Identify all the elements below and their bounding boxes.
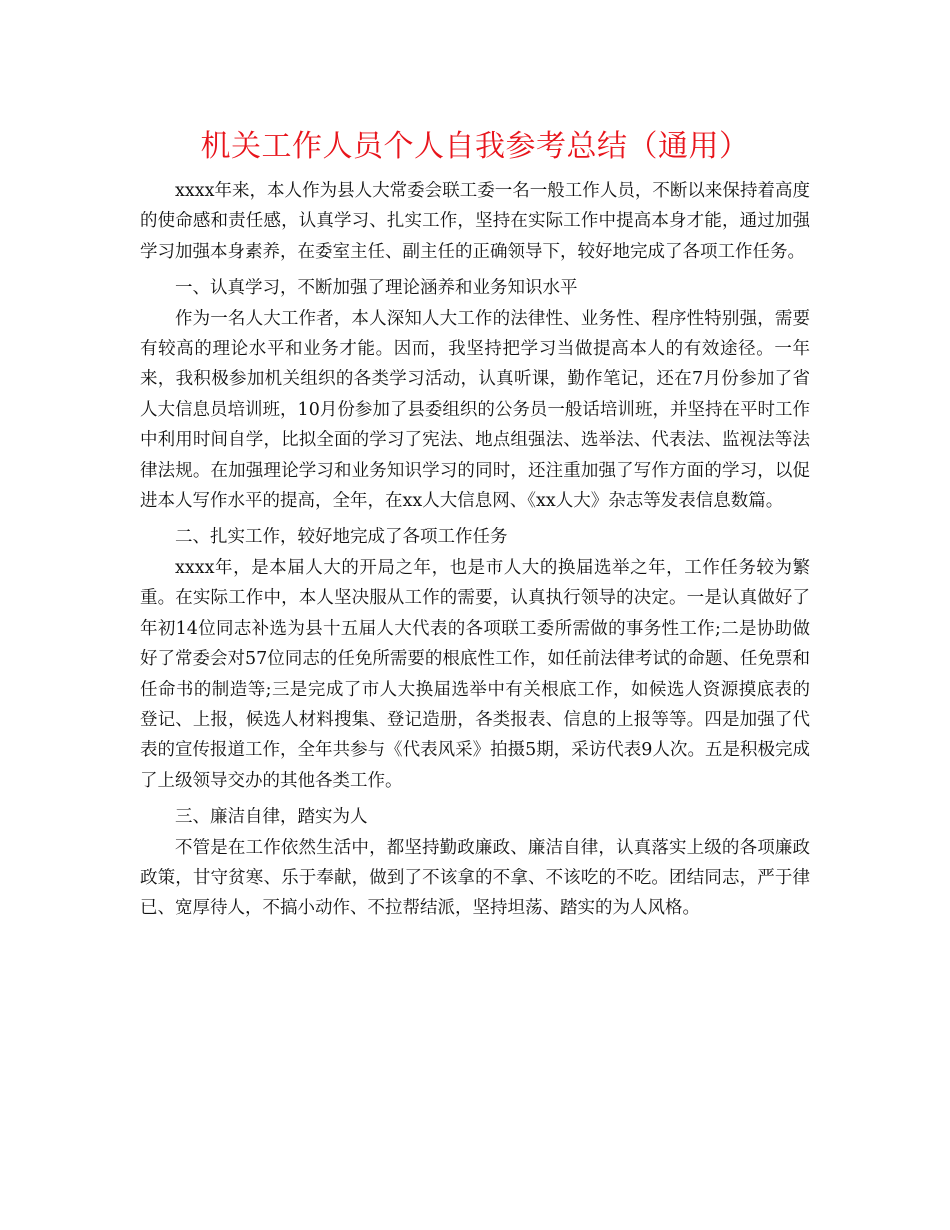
section-heading-3: 三、廉洁自律，踏实为人 (175, 807, 368, 828)
section-heading-1: 一、认真学习，不断加强了理论涵养和业务知识水平 (175, 278, 578, 299)
section-2-paragraph: xxxx年，是本届人大的开局之年，也是市人大的换届选举之年，工作任务较为繁重。在实际工作中，本人坚决服从工作的需要，认真执行领导的决定。一是认真做好了年初14位同志补选为县十五届人大代表的各项联工委所需做的事务性工作;二是协助做好了常委会对57位同志的任免所需要的根底性工作，如任前法律考试的命题、任免票和任命书的制造等;三是完成了市人大换届选举中有关根底工作，如候选人资源摸底表的登记、上报，候选人材料搜集、登记造册，各类报表、信息的上报等等。四是加强了代表的宣传报道工作，全年共参与《代表风采》拍摄5期，采访代表9人次。五是积极完成了上级领导交办的其他各类工作。 (140, 557, 810, 791)
section-1-paragraph: 作为一名人大工作者，本人深知人大工作的法律性、业务性、程序性特别强，需要有较高的理论水平和业务才能。因而，我坚持把学习当做提高本人的有效途径。一年来，我积极参加机关组织的各类学习活动，认真听课，勤作笔记，还在7月份参加了省人大信息员培训班，10月份参加了县委组织的公务员一般话培训班，并坚持在平时工作中利用时间自学，比拟全面的学习了宪法、地点组强法、选举法、代表法、监视法等法律法规。在加强理论学习和业务知识学习的同时，还注重加强了写作方面的学习，以促进本人写作水平的提高，全年，在xx人大信息网、《xx人大》杂志等发表信息数篇。 (140, 308, 810, 512)
section-heading-2: 二、扎实工作，较好地完成了各项工作任务 (175, 527, 508, 548)
document-title: 机关工作人员个人自我参考总结（通用） (200, 129, 750, 164)
section-3-paragraph: 不管是在工作依然生活中，都坚持勤政廉政、廉洁自律，认真落实上级的各项廉政政策，甘守贫寒、乐于奉献，做到了不该拿的不拿、不该吃的不吃。团结同志，严于律已、宽厚待人，不搞小动作、不拉帮结派，坚持坦荡、踏实的为人风格。 (140, 837, 810, 919)
intro-paragraph: xxxx年来，本人作为县人大常委会联工委一名一般工作人员，不断以来保持着高度的使命感和责任感，认真学习、扎实工作，坚持在实际工作中提高本身才能，通过加强学习加强本身素养，在委室主任、副主任的正确领导下，较好地完成了各项工作任务。 (140, 181, 810, 262)
